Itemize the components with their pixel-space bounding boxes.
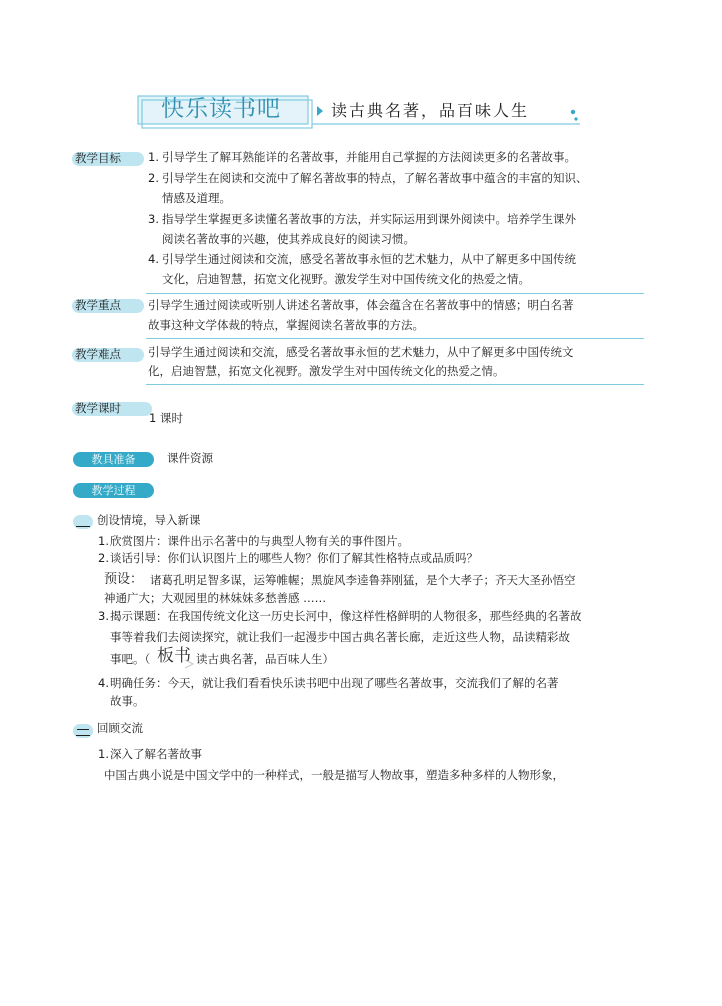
preset-line: 诸葛孔明足智多谋，运筹帷幄；黑旋风李逵鲁莽刚猛，是个大孝子；齐天大圣孙悟空 xyxy=(150,573,576,587)
preset-line: 神通广大；大观园里的林妹妹多愁善感 …… xyxy=(104,591,327,605)
difficulty-line: 化，启迪智慧，拓宽文化视野。激发学生对中国传统文化的热爱之情。 xyxy=(148,364,505,378)
divider xyxy=(146,384,644,385)
step-line: 事等着我们去阅读探究，就让我们一起漫步中国古典名著长廊，走近这些人物，品读精彩故 xyxy=(110,630,570,644)
difficulty-label: 教学难点 xyxy=(75,347,121,361)
preset-label: 预设： xyxy=(104,572,144,587)
step-line: 明确任务：今天，就让我们看看快乐读书吧中出现了哪些名著故事，交流我们了解的名著 xyxy=(110,676,559,690)
part-title: 回顾交流 xyxy=(97,721,143,735)
board-label: 板书 xyxy=(157,646,191,666)
part-one-marker-icon xyxy=(73,515,93,529)
goal-line: 阅读名著故事的兴趣，使其养成良好的阅读习惯。 xyxy=(162,232,415,246)
step-line-start: 事吧。（ xyxy=(110,652,151,666)
goal-num: 1. xyxy=(148,150,159,164)
step-line: 故事。 xyxy=(110,694,145,708)
step-line: 揭示课题：在我国传统文化这一历史长河中，像这样性格鲜明的人物很多，那些经典的名著故 xyxy=(110,609,582,623)
goal-num: 2. xyxy=(148,171,159,185)
goal-line: 指导学生掌握更多读懂名著故事的方法，并实际运用到课外阅读中。培养学生课外 xyxy=(162,212,576,226)
goal-num: 4. xyxy=(148,252,159,266)
goal-line: 情感及道理。 xyxy=(162,191,231,205)
step-num: 4. xyxy=(98,676,109,690)
step-num: 1. xyxy=(98,747,109,761)
header-subtitle: 读古典名著，品百味人生 xyxy=(331,101,530,120)
step-line-end: 读古典名著，品百味人生） xyxy=(196,652,334,666)
part-title: 创设情境，导入新课 xyxy=(97,513,201,527)
hours-label: 教学课时 xyxy=(75,401,121,415)
goal-num: 3. xyxy=(148,212,159,226)
board-arrow-icon xyxy=(184,658,196,670)
step-num: 2. xyxy=(98,551,109,565)
step-text: 深入了解名著故事 xyxy=(110,747,202,761)
part-two-marker-icon xyxy=(73,724,93,738)
difficulty-line: 引导学生通过阅读和交流，感受名著故事永恒的艺术魅力，从中了解更多中国传统文 xyxy=(148,345,574,359)
divider xyxy=(146,338,644,339)
goal-line: 引导学生通过阅读和交流，感受名著故事永恒的艺术魅力，从中了解更多中国传统 xyxy=(162,252,576,266)
key-label: 教学重点 xyxy=(75,298,121,312)
key-line: 引导学生通过阅读或听别人讲述名著故事，体会蕴含在名著故事中的情感；明白名著 xyxy=(148,298,574,312)
step-num: 1. xyxy=(98,534,109,548)
prep-label: 教具准备 xyxy=(73,452,154,467)
goal-line: 文化，启迪智慧，拓宽文化视野。激发学生对中国传统文化的热爱之情。 xyxy=(162,272,530,286)
body-text: 中国古典小说是中国文学中的一种样式，一般是描写人物故事，塑造多种多样的人物形象， xyxy=(104,768,564,782)
hours-value: 1 课时 xyxy=(149,411,183,425)
goals-label: 教学目标 xyxy=(75,151,121,165)
key-line: 故事这种文学体裁的特点，掌握阅读名著故事的方法。 xyxy=(148,318,424,332)
step-num: 3. xyxy=(98,609,109,623)
header-title: 快乐读书吧 xyxy=(161,96,281,122)
goal-line: 引导学生了解耳熟能详的名著故事，并能用自己掌握的方法阅读更多的名著故事。 xyxy=(162,150,576,164)
process-label: 教学过程 xyxy=(73,483,154,498)
divider xyxy=(146,293,644,294)
step-text: 欣赏图片：课件出示名著中的与典型人物有关的事件图片。 xyxy=(110,534,409,548)
step-text: 谈话引导：你们认识图片上的哪些人物？你们了解其性格特点或品质吗？ xyxy=(110,551,478,565)
prep-value: 课件资源 xyxy=(167,451,213,465)
goal-line: 引导学生在阅读和交流中了解名著故事的特点，了解名著故事中蕴含的丰富的知识、 xyxy=(162,171,588,185)
